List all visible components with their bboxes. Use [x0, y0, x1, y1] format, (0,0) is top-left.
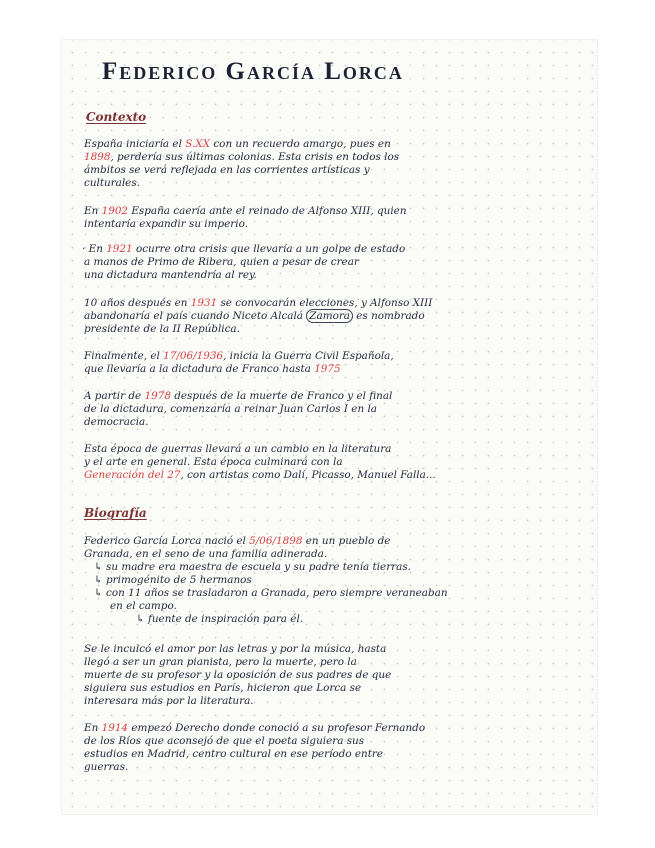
text-line: una dictadura mantendría al rey.: [84, 269, 257, 281]
text-line: de la dictadura, comenzaría a reinar Juan Carlos I en la: [84, 403, 377, 415]
text-line: Esta época de guerras llevará a un cambio en la literatura: [84, 443, 392, 455]
text-line: siguiera sus estudios en París, hicieron que Lorca se: [84, 682, 362, 694]
text-line: Generación del 27, con artistas como Dalí, Picasso, Manuel Falla...: [84, 469, 436, 481]
text-line: democracia.: [84, 416, 149, 428]
text-line: A partir de 1978 después de la muerte de Franco y el final: [84, 390, 393, 402]
text-line: Federico García Lorca nació el 5/06/1898 en un pueblo de: [84, 535, 391, 547]
list-item: ↳ primogénito de 5 hermanos: [94, 574, 252, 586]
text-line: estudios en Madrid, centro cultural en ese período entre: [84, 748, 384, 760]
text-line: de los Ríos que aconsejó de que el poeta siguiera sus: [84, 735, 365, 747]
text-line: a manos de Primo de Ribera, quien a pesar de crear: [84, 256, 359, 268]
text-line: interesara más por la literatura.: [84, 695, 254, 707]
text-line: España iniciaría el S.XX con un recuerdo amargo, pues en: [84, 138, 391, 150]
section-heading-contexto: Contexto: [86, 110, 147, 124]
text-line: intentaría expandir su imperio.: [84, 218, 248, 230]
section-heading-biografia: Biografía: [84, 506, 147, 520]
text-line: y el arte en general. Esta época culminará con la: [84, 456, 343, 468]
text-line: en el campo.: [110, 600, 177, 612]
circled-word: Zamora: [306, 309, 353, 323]
page-title: Federico García Lorca: [102, 58, 404, 85]
text-line: abandonaría el país cuando Niceto Alcalá Zamora es nombrado: [84, 310, 425, 322]
text-line: 10 años después en 1931 se convocarán elecciones, y Alfonso XIII: [84, 297, 433, 309]
text-line: guerras.: [84, 761, 129, 773]
text-line: En 1914 empezó Derecho donde conoció a su profesor Fernando: [84, 722, 426, 734]
text-line: culturales.: [84, 177, 140, 189]
text-line: que llevaría a la dictadura de Franco hasta 1975: [84, 363, 341, 375]
list-item: ↳ su madre era maestra de escuela y su padre tenía tierras.: [94, 561, 411, 573]
text-line: presidente de la II República.: [84, 323, 240, 335]
text-line: 1898, perdería sus últimas colonias. Esta crisis en todos los: [84, 151, 400, 163]
text-line: llegó a ser un gran pianista, pero la muerte, pero la: [84, 656, 357, 668]
text-line: muerte de su profesor y la oposición de sus padres de que: [84, 669, 392, 681]
notebook-page: [62, 40, 597, 814]
text-line: ámbitos se verá reflejada en las corrientes artísticas y: [84, 164, 370, 176]
list-item: ↳ fuente de inspiración para él.: [136, 613, 304, 625]
text-line: Se le inculcó el amor por las letras y por la música, hasta: [84, 643, 387, 655]
text-line: · En 1921 ocurre otra crisis que llevaría a un golpe de estado: [82, 243, 406, 255]
text-line: En 1902 España caería ante el reinado de Alfonso XIII, quien: [84, 205, 407, 217]
list-item: ↳ con 11 años se trasladaron a Granada, pero siempre veraneaban: [94, 587, 448, 599]
text-line: Granada, en el seno de una familia adinerada.: [84, 548, 328, 560]
text-line: Finalmente, el 17/06/1936, inicia la Guerra Civil Española,: [84, 350, 394, 362]
